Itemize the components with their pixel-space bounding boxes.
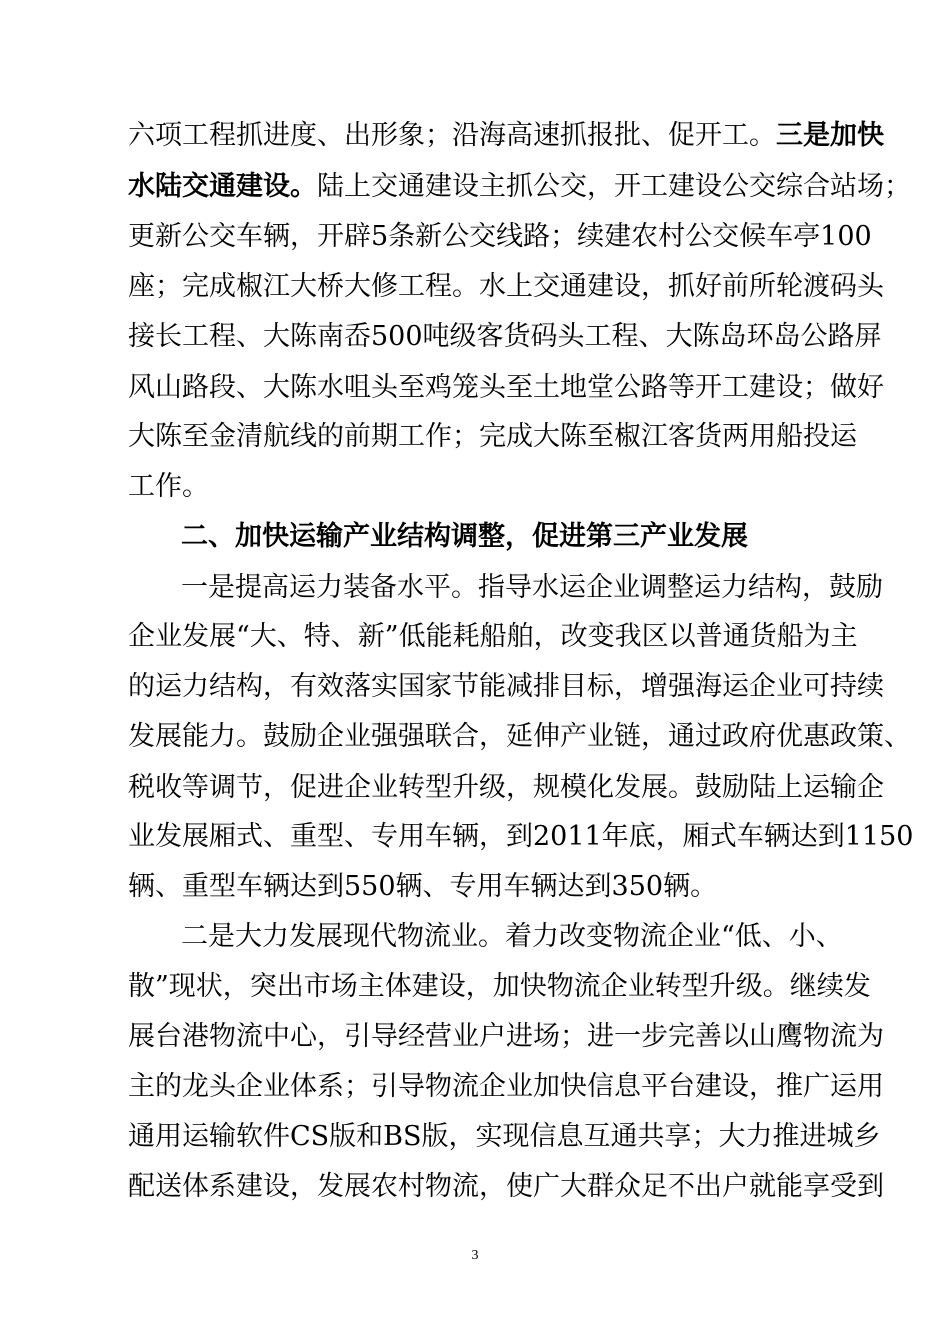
- text-run: 陆上交通建设主抓公交，开工建设公交综合站场；: [317, 171, 911, 202]
- bold-text-run: 三是加快: [776, 120, 884, 151]
- text-line: 散”现状，突出市场主体建设，加快物流企业转型升级。继续发: [128, 971, 871, 1002]
- text-line: 企业发展“大、特、新”低能耗船舶，改变我区以普通货船为主: [128, 621, 858, 652]
- text-line: 接长工程、大陈南岙500吨级客货码头工程、大陈岛环岛公路屏: [128, 321, 882, 352]
- text-line: 发展能力。鼓励企业强强联合，延伸产业链，通过政府优惠政策、: [128, 721, 911, 752]
- text-run: 六项工程抓进度、出形象；沿海高速抓报批、促开工。: [128, 120, 776, 151]
- section-heading: 二、加快运输产业结构调整，促进第三产业发展: [181, 521, 748, 552]
- text-line: 业发展厢式、重型、专用车辆，到2011年底，厢式车辆达到1150: [128, 821, 914, 852]
- text-line: 配送体系建设，发展农村物流，使广大群众足不出户就能享受到: [128, 1171, 884, 1202]
- text-line: [128, 120, 884, 151]
- text-line: 的运力结构，有效落实国家节能减排目标，增强海运企业可持续: [128, 671, 884, 702]
- text-line: 辆、重型车辆达到550辆、专用车辆达到350辆。: [128, 871, 718, 902]
- text-line: 税收等调节，促进企业转型升级，规模化发展。鼓励陆上运输企: [128, 772, 884, 803]
- text-line: 二是大力发展现代物流业。着力改变物流企业“低、小、: [181, 921, 843, 952]
- bold-text-run: 水陆交通建设。: [128, 171, 317, 202]
- text-line: 主的龙头企业体系；引导物流企业加快信息平台建设，推广运用: [128, 1071, 884, 1102]
- text-line: 一是提高运力装备水平。指导水运企业调整运力结构，鼓励: [181, 572, 883, 603]
- text-line: 展台港物流中心，引导经营业户进场；进一步完善以山鹰物流为: [128, 1021, 884, 1052]
- text-line: 风山路段、大陈水咀头至鸡笼头至土地堂公路等开工建设；做好: [128, 372, 884, 403]
- text-line: 大陈至金清航线的前期工作；完成大陈至椒江客货两用船投运: [128, 421, 857, 452]
- text-line: 工作。: [128, 471, 209, 502]
- text-line: [128, 171, 911, 202]
- text-line: 座；完成椒江大桥大修工程。水上交通建设，抓好前所轮渡码头: [128, 271, 884, 302]
- text-line: 更新公交车辆，开辟5条新公交线路；续建农村公交候车亭100: [128, 221, 872, 252]
- page-number: 3: [471, 1248, 479, 1263]
- text-line: 通用运输软件CS版和BS版，实现信息互通共享；大力推进城乡: [128, 1121, 881, 1152]
